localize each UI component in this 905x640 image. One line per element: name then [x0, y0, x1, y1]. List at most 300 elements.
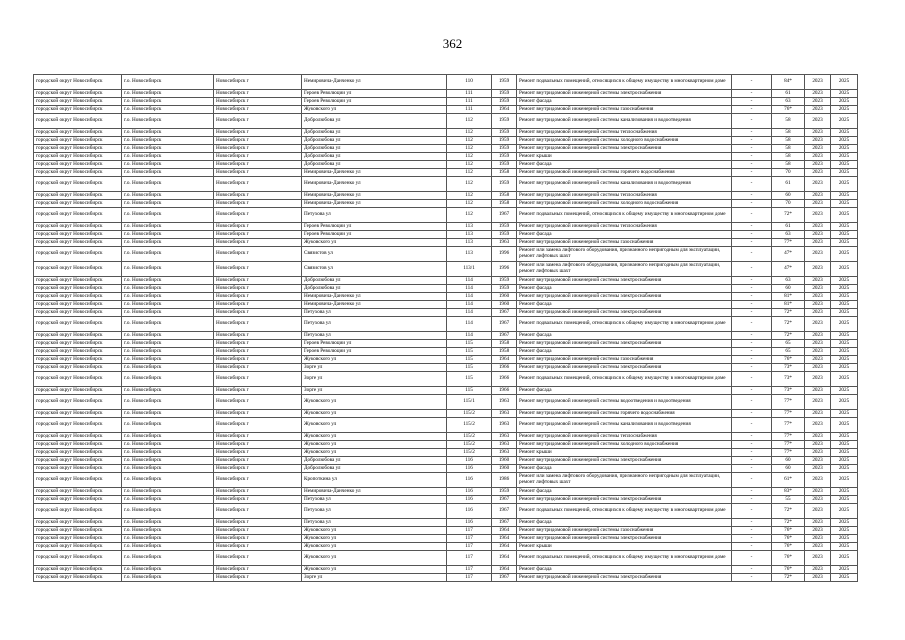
locality-cell: Новосибирск г — [214, 247, 302, 262]
year-built-cell: 1967 — [492, 574, 517, 582]
municipality-cell: городской округ Новосибирск — [34, 433, 122, 441]
district-cell: г.о. Новосибирск — [122, 285, 214, 293]
work-type-cell: Ремонт или замена лифтового оборудования, признанного непригодным для эксплуатации, ремонт лифтовых шахт — [517, 473, 732, 488]
locality-cell: Новосибирск г — [214, 223, 302, 231]
street-cell: Связистов ул — [302, 247, 447, 262]
year-built-cell: 1958 — [492, 348, 517, 356]
municipality-cell: городской округ Новосибирск — [34, 223, 122, 231]
municipality-cell: городской округ Новосибирск — [34, 356, 122, 364]
dash-cell: - — [732, 231, 772, 239]
end-year-cell: 2025 — [831, 496, 858, 504]
district-cell: г.о. Новосибирск — [122, 372, 214, 387]
street-cell: Немировича-Данченко ул — [302, 488, 447, 496]
district-cell: г.о. Новосибирск — [122, 504, 214, 519]
end-year-cell: 2025 — [831, 332, 858, 340]
start-year-cell: 2023 — [805, 535, 831, 543]
house-number-cell: 113 — [447, 239, 492, 247]
municipality-cell: городской округ Новосибирск — [34, 473, 122, 488]
work-type-cell: Ремонт фасада — [517, 488, 732, 496]
district-cell: г.о. Новосибирск — [122, 387, 214, 395]
locality-cell: Новосибирск г — [214, 566, 302, 574]
table-row — [34, 488, 858, 496]
house-number-cell: 113 — [447, 247, 492, 262]
year-built-cell: 1959 — [492, 137, 517, 145]
street-cell: Добролюбова ул — [302, 457, 447, 465]
dash-cell: - — [732, 473, 772, 488]
wear-percent-cell: 72* — [772, 504, 805, 519]
district-cell: г.о. Новосибирск — [122, 332, 214, 340]
start-year-cell: 2023 — [805, 137, 831, 145]
wear-percent-cell: 61 — [772, 90, 805, 98]
work-type-cell: Ремонт подвальных помещений, относящихся к общему имуществу в многоквартирном доме — [517, 504, 732, 519]
year-built-cell: 1996 — [492, 247, 517, 262]
start-year-cell: 2023 — [805, 161, 831, 169]
locality-cell: Новосибирск г — [214, 90, 302, 98]
district-cell: г.о. Новосибирск — [122, 473, 214, 488]
wear-percent-cell: 63 — [772, 277, 805, 285]
year-built-cell: 1959 — [492, 153, 517, 161]
work-type-cell: Ремонт внутридомовой инженерной системы электроснабжения — [517, 293, 732, 301]
work-type-cell: Ремонт крыши — [517, 543, 732, 551]
municipality-cell: городской округ Новосибирск — [34, 239, 122, 247]
municipality-cell: городской округ Новосибирск — [34, 98, 122, 106]
municipality-cell: городской округ Новосибирск — [34, 340, 122, 348]
locality-cell: Новосибирск г — [214, 285, 302, 293]
dash-cell: - — [732, 277, 772, 285]
street-cell: Зорге ул — [302, 364, 447, 372]
table-body — [34, 75, 858, 582]
end-year-cell: 2025 — [831, 372, 858, 387]
district-cell: г.о. Новосибирск — [122, 192, 214, 200]
house-number-cell: 112 — [447, 145, 492, 153]
start-year-cell: 2023 — [805, 465, 831, 473]
house-number-cell: 112 — [447, 177, 492, 192]
end-year-cell: 2025 — [831, 348, 858, 356]
start-year-cell: 2023 — [805, 356, 831, 364]
house-number-cell: 115 — [447, 364, 492, 372]
district-cell: г.о. Новосибирск — [122, 551, 214, 566]
house-number-cell: 115 — [447, 372, 492, 387]
table-row — [34, 208, 858, 223]
work-type-cell: Ремонт внутридомовой инженерной системы горячего водоснабжения — [517, 169, 732, 177]
district-cell: г.о. Новосибирск — [122, 169, 214, 177]
year-built-cell: 1967 — [492, 317, 517, 332]
municipality-cell: городской округ Новосибирск — [34, 153, 122, 161]
work-type-cell: Ремонт фасада — [517, 566, 732, 574]
year-built-cell: 1963 — [492, 449, 517, 457]
municipality-cell: городской округ Новосибирск — [34, 137, 122, 145]
dash-cell: - — [732, 449, 772, 457]
end-year-cell: 2025 — [831, 551, 858, 566]
wear-percent-cell: 72* — [772, 332, 805, 340]
dash-cell: - — [732, 332, 772, 340]
work-type-cell: Ремонт внутридомовой инженерной системы теплоснабжения — [517, 223, 732, 231]
locality-cell: Новосибирск г — [214, 137, 302, 145]
house-number-cell: 115/2 — [447, 418, 492, 433]
house-number-cell: 114 — [447, 332, 492, 340]
table-row — [34, 114, 858, 129]
end-year-cell: 2025 — [831, 98, 858, 106]
work-type-cell: Ремонт крыши — [517, 449, 732, 457]
wear-percent-cell: 63 — [772, 98, 805, 106]
year-built-cell: 1964 — [492, 551, 517, 566]
locality-cell: Новосибирск г — [214, 410, 302, 418]
dash-cell: - — [732, 535, 772, 543]
house-number-cell: 114 — [447, 309, 492, 317]
locality-cell: Новосибирск г — [214, 574, 302, 582]
district-cell: г.о. Новосибирск — [122, 114, 214, 129]
wear-percent-cell: 76* — [772, 535, 805, 543]
table-row — [34, 137, 858, 145]
locality-cell: Новосибирск г — [214, 231, 302, 239]
locality-cell: Новосибирск г — [214, 356, 302, 364]
end-year-cell: 2025 — [831, 433, 858, 441]
year-built-cell: 1959 — [492, 129, 517, 137]
end-year-cell: 2025 — [831, 465, 858, 473]
street-cell: Добролюбова ул — [302, 129, 447, 137]
house-number-cell: 115 — [447, 340, 492, 348]
house-number-cell: 115/2 — [447, 410, 492, 418]
table-row — [34, 153, 858, 161]
district-cell: г.о. Новосибирск — [122, 293, 214, 301]
work-type-cell: Ремонт внутридомовой инженерной системы водоотведения и водоотведения — [517, 395, 732, 410]
end-year-cell: 2025 — [831, 106, 858, 114]
work-type-cell: Ремонт фасада — [517, 519, 732, 527]
locality-cell: Новосибирск г — [214, 465, 302, 473]
start-year-cell: 2023 — [805, 145, 831, 153]
municipality-cell: городской округ Новосибирск — [34, 372, 122, 387]
dash-cell: - — [732, 153, 772, 161]
end-year-cell: 2025 — [831, 247, 858, 262]
house-number-cell: 117 — [447, 535, 492, 543]
table-row — [34, 293, 858, 301]
municipality-cell: городской округ Новосибирск — [34, 418, 122, 433]
dash-cell: - — [732, 457, 772, 465]
district-cell: г.о. Новосибирск — [122, 301, 214, 309]
district-cell: г.о. Новосибирск — [122, 208, 214, 223]
work-type-cell: Ремонт подвальных помещений, относящихся к общему имуществу в многоквартирном доме — [517, 75, 732, 90]
start-year-cell: 2023 — [805, 519, 831, 527]
start-year-cell: 2023 — [805, 372, 831, 387]
end-year-cell: 2025 — [831, 153, 858, 161]
table-row — [34, 473, 858, 488]
municipality-cell: городской округ Новосибирск — [34, 106, 122, 114]
wear-percent-cell: 72* — [772, 519, 805, 527]
work-type-cell: Ремонт крыши — [517, 153, 732, 161]
wear-percent-cell: 81* — [772, 293, 805, 301]
municipality-cell: городской округ Новосибирск — [34, 457, 122, 465]
street-cell: Героев Революции ул — [302, 223, 447, 231]
house-number-cell: 114 — [447, 301, 492, 309]
district-cell: г.о. Новосибирск — [122, 200, 214, 208]
end-year-cell: 2025 — [831, 574, 858, 582]
start-year-cell: 2023 — [805, 239, 831, 247]
work-type-cell: Ремонт подвальных помещений, относящихся к общему имуществу в многоквартирном доме — [517, 317, 732, 332]
table-row — [34, 465, 858, 473]
work-type-cell: Ремонт внутридомовой инженерной системы электроснабжения — [517, 496, 732, 504]
work-type-cell: Ремонт внутридомовой инженерной системы электроснабжения — [517, 277, 732, 285]
street-cell: Жуковского ул — [302, 449, 447, 457]
dash-cell: - — [732, 169, 772, 177]
dash-cell: - — [732, 566, 772, 574]
district-cell: г.о. Новосибирск — [122, 395, 214, 410]
district-cell: г.о. Новосибирск — [122, 566, 214, 574]
wear-percent-cell: 73* — [772, 372, 805, 387]
start-year-cell: 2023 — [805, 277, 831, 285]
house-number-cell: 114 — [447, 317, 492, 332]
wear-percent-cell: 77* — [772, 418, 805, 433]
work-type-cell: Ремонт внутридомовой инженерной системы газоснабжения — [517, 106, 732, 114]
dash-cell: - — [732, 247, 772, 262]
street-cell: Героев Революции ул — [302, 340, 447, 348]
locality-cell: Новосибирск г — [214, 364, 302, 372]
dash-cell: - — [732, 519, 772, 527]
table-row — [34, 543, 858, 551]
year-built-cell: 1964 — [492, 566, 517, 574]
work-type-cell: Ремонт внутридомовой инженерной системы электроснабжения — [517, 340, 732, 348]
dash-cell: - — [732, 239, 772, 247]
district-cell: г.о. Новосибирск — [122, 496, 214, 504]
dash-cell: - — [732, 410, 772, 418]
municipality-cell: городской округ Новосибирск — [34, 161, 122, 169]
municipality-cell: городской округ Новосибирск — [34, 208, 122, 223]
district-cell: г.о. Новосибирск — [122, 98, 214, 106]
dash-cell: - — [732, 223, 772, 231]
work-type-cell: Ремонт внутридомовой инженерной системы электроснабжения — [517, 535, 732, 543]
dash-cell: - — [732, 137, 772, 145]
district-cell: г.о. Новосибирск — [122, 465, 214, 473]
dash-cell: - — [732, 145, 772, 153]
wear-percent-cell: 58 — [772, 137, 805, 145]
street-cell: Добролюбова ул — [302, 465, 447, 473]
start-year-cell: 2023 — [805, 98, 831, 106]
street-cell: Жуковского ул — [302, 418, 447, 433]
street-cell: Зорге ул — [302, 574, 447, 582]
start-year-cell: 2023 — [805, 418, 831, 433]
house-number-cell: 117 — [447, 574, 492, 582]
start-year-cell: 2023 — [805, 309, 831, 317]
year-built-cell: 1959 — [492, 161, 517, 169]
wear-percent-cell: 76* — [772, 106, 805, 114]
house-number-cell: 117 — [447, 543, 492, 551]
end-year-cell: 2025 — [831, 356, 858, 364]
table-row — [34, 200, 858, 208]
municipality-cell: городской округ Новосибирск — [34, 90, 122, 98]
year-built-cell: 1960 — [492, 465, 517, 473]
house-number-cell: 116 — [447, 465, 492, 473]
locality-cell: Новосибирск г — [214, 535, 302, 543]
year-built-cell: 1959 — [492, 231, 517, 239]
start-year-cell: 2023 — [805, 527, 831, 535]
locality-cell: Новосибирск г — [214, 239, 302, 247]
street-cell: Зорге ул — [302, 387, 447, 395]
street-cell: Жуковского ул — [302, 395, 447, 410]
municipality-cell: городской округ Новосибирск — [34, 348, 122, 356]
start-year-cell: 2023 — [805, 551, 831, 566]
table-row — [34, 75, 858, 90]
end-year-cell: 2025 — [831, 169, 858, 177]
year-built-cell: 1963 — [492, 410, 517, 418]
dash-cell: - — [732, 418, 772, 433]
end-year-cell: 2025 — [831, 192, 858, 200]
municipality-cell: городской округ Новосибирск — [34, 332, 122, 340]
start-year-cell: 2023 — [805, 75, 831, 90]
street-cell: Добролюбова ул — [302, 114, 447, 129]
end-year-cell: 2025 — [831, 340, 858, 348]
locality-cell: Новосибирск г — [214, 348, 302, 356]
table-row — [34, 106, 858, 114]
table-row — [34, 433, 858, 441]
locality-cell: Новосибирск г — [214, 192, 302, 200]
wear-percent-cell: 72* — [772, 574, 805, 582]
house-number-cell: 110 — [447, 75, 492, 90]
district-cell: г.о. Новосибирск — [122, 433, 214, 441]
wear-percent-cell: 58 — [772, 153, 805, 161]
year-built-cell: 1959 — [492, 114, 517, 129]
end-year-cell: 2025 — [831, 90, 858, 98]
wear-percent-cell: 72* — [772, 309, 805, 317]
street-cell: Петухова ул — [302, 208, 447, 223]
district-cell: г.о. Новосибирск — [122, 223, 214, 231]
house-number-cell: 111 — [447, 90, 492, 98]
locality-cell: Новосибирск г — [214, 208, 302, 223]
end-year-cell: 2025 — [831, 285, 858, 293]
district-cell: г.о. Новосибирск — [122, 247, 214, 262]
dash-cell: - — [732, 192, 772, 200]
dash-cell: - — [732, 90, 772, 98]
locality-cell: Новосибирск г — [214, 262, 302, 277]
municipality-cell: городской округ Новосибирск — [34, 169, 122, 177]
street-cell: Жуковского ул — [302, 433, 447, 441]
dash-cell: - — [732, 262, 772, 277]
dash-cell: - — [732, 348, 772, 356]
dash-cell: - — [732, 527, 772, 535]
municipality-cell: городской округ Новосибирск — [34, 262, 122, 277]
table-row — [34, 348, 858, 356]
start-year-cell: 2023 — [805, 449, 831, 457]
wear-percent-cell: 76* — [772, 551, 805, 566]
municipality-cell: городской округ Новосибирск — [34, 504, 122, 519]
dash-cell: - — [732, 543, 772, 551]
work-type-cell: Ремонт внутридомовой инженерной системы горячего водоснабжения — [517, 410, 732, 418]
work-type-cell: Ремонт внутридомовой инженерной системы холодного водоснабжения — [517, 137, 732, 145]
locality-cell: Новосибирск г — [214, 293, 302, 301]
end-year-cell: 2025 — [831, 473, 858, 488]
end-year-cell: 2025 — [831, 457, 858, 465]
district-cell: г.о. Новосибирск — [122, 340, 214, 348]
street-cell: Кропоткина ул — [302, 473, 447, 488]
start-year-cell: 2023 — [805, 247, 831, 262]
end-year-cell: 2025 — [831, 527, 858, 535]
district-cell: г.о. Новосибирск — [122, 231, 214, 239]
street-cell: Героев Революции ул — [302, 348, 447, 356]
work-type-cell: Ремонт внутридомовой инженерной системы электроснабжения — [517, 457, 732, 465]
street-cell: Петухова ул — [302, 496, 447, 504]
start-year-cell: 2023 — [805, 488, 831, 496]
year-built-cell: 1959 — [492, 90, 517, 98]
table-row — [34, 574, 858, 582]
municipality-cell: городской округ Новосибирск — [34, 129, 122, 137]
street-cell: Немировича-Данченко ул — [302, 192, 447, 200]
house-number-cell: 113/1 — [447, 262, 492, 277]
work-type-cell: Ремонт внутридомовой инженерной системы газоснабжения — [517, 239, 732, 247]
start-year-cell: 2023 — [805, 395, 831, 410]
work-type-cell: Ремонт фасада — [517, 231, 732, 239]
house-number-cell: 112 — [447, 169, 492, 177]
wear-percent-cell: 63 — [772, 231, 805, 239]
district-cell: г.о. Новосибирск — [122, 309, 214, 317]
street-cell: Петухова ул — [302, 519, 447, 527]
work-type-cell: Ремонт внутридомовой инженерной системы электроснабжения — [517, 574, 732, 582]
house-number-cell: 115/2 — [447, 433, 492, 441]
locality-cell: Новосибирск г — [214, 145, 302, 153]
street-cell: Жуковского ул — [302, 543, 447, 551]
end-year-cell: 2025 — [831, 309, 858, 317]
end-year-cell: 2025 — [831, 418, 858, 433]
work-type-cell: Ремонт фасада — [517, 301, 732, 309]
work-type-cell: Ремонт внутридомовой инженерной системы канализования и водоотведения — [517, 418, 732, 433]
wear-percent-cell: 60 — [772, 457, 805, 465]
work-type-cell: Ремонт фасада — [517, 285, 732, 293]
street-cell: Добролюбова ул — [302, 145, 447, 153]
street-cell: Жуковского ул — [302, 410, 447, 418]
wear-percent-cell: 76* — [772, 527, 805, 535]
table-row — [34, 317, 858, 332]
start-year-cell: 2023 — [805, 433, 831, 441]
table-row — [34, 98, 858, 106]
locality-cell: Новосибирск г — [214, 332, 302, 340]
locality-cell: Новосибирск г — [214, 551, 302, 566]
table-row — [34, 340, 858, 348]
dash-cell: - — [732, 465, 772, 473]
start-year-cell: 2023 — [805, 208, 831, 223]
page-number: 362 — [442, 36, 463, 51]
house-number-cell: 115/1 — [447, 395, 492, 410]
dash-cell: - — [732, 177, 772, 192]
wear-percent-cell: 60 — [772, 465, 805, 473]
wear-percent-cell: 58 — [772, 145, 805, 153]
table-row — [34, 519, 858, 527]
municipality-cell: городской округ Новосибирск — [34, 309, 122, 317]
start-year-cell: 2023 — [805, 169, 831, 177]
year-built-cell: 1967 — [492, 208, 517, 223]
locality-cell: Новосибирск г — [214, 169, 302, 177]
dash-cell: - — [732, 106, 772, 114]
work-type-cell: Ремонт внутридомовой инженерной системы электроснабжения — [517, 364, 732, 372]
house-number-cell: 115 — [447, 387, 492, 395]
work-type-cell: Ремонт фасада — [517, 465, 732, 473]
district-cell: г.о. Новосибирск — [122, 348, 214, 356]
wear-percent-cell: 73* — [772, 364, 805, 372]
wear-percent-cell: 65 — [772, 348, 805, 356]
locality-cell: Новосибирск г — [214, 301, 302, 309]
locality-cell: Новосибирск г — [214, 177, 302, 192]
house-number-cell: 112 — [447, 192, 492, 200]
house-number-cell: 112 — [447, 153, 492, 161]
end-year-cell: 2025 — [831, 223, 858, 231]
end-year-cell: 2025 — [831, 277, 858, 285]
house-number-cell: 115/2 — [447, 449, 492, 457]
wear-percent-cell: 73* — [772, 387, 805, 395]
wear-percent-cell: 77* — [772, 410, 805, 418]
house-number-cell: 112 — [447, 161, 492, 169]
dash-cell: - — [732, 441, 772, 449]
table-row — [34, 364, 858, 372]
municipality-cell: городской округ Новосибирск — [34, 566, 122, 574]
locality-cell: Новосибирск г — [214, 153, 302, 161]
dash-cell: - — [732, 496, 772, 504]
year-built-cell: 1958 — [492, 192, 517, 200]
